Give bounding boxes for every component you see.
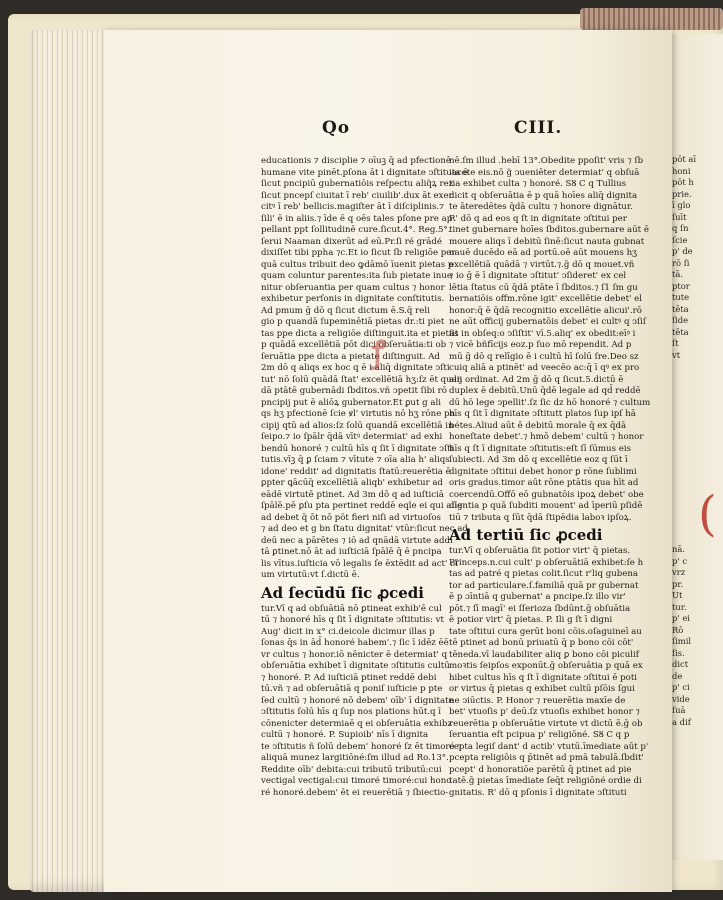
facing-text-line: pōt aī bbox=[672, 154, 697, 164]
text-line: Reddite oīb' debita:cui tributū tributū:cui bbox=[261, 764, 442, 775]
text-line: obſeruātia exhibet ī dignitate ↄſtitutis cultū bbox=[261, 661, 450, 671]
text-line: ſeruātia ppe dicta a pietate diſtinguit. Ad bbox=[261, 351, 440, 362]
text-line: ré honoré.debem' ēt ei reuerētiā ⁊ ſbiectio- bbox=[261, 787, 449, 798]
text-line: ē p ɔīntiā q gubernat' a pncipe.ſz illo vir' bbox=[449, 592, 626, 602]
facing-text-line: tur. bbox=[672, 601, 687, 612]
text-line: ſili' ē in aliis.⁊ īde ē q oēs tales pſone pre ap bbox=[261, 213, 453, 224]
text-line: ⁊ honoré. P. Ad iuſticiā ptinet reddē debi bbox=[261, 672, 437, 683]
text-line: gnitatis. R' dō q pſonis ī dignitate ↄſtituti bbox=[449, 787, 627, 798]
text-line: tā ꝑtinet.nō āt ad iuſticiā ſpālē q̄ ē pncipa bbox=[261, 547, 442, 557]
text-line: cultū ⁊ honoré. P. Supioib' nīs ī dignita bbox=[261, 730, 429, 740]
text-line: oris gradus.timor aūt rōne ptātis qua hīt ad bbox=[449, 478, 639, 488]
text-line: cipij qtū ad alios:ſz ſolū quandā excellētiā in bbox=[261, 420, 454, 431]
text-line: tēneda.vī laudabiliter aliq ꝑ bono cōi piculif bbox=[449, 649, 639, 660]
text-line: iacete eis.nō g̃ ↄueniēter determiat' q obſuā bbox=[449, 167, 640, 178]
facing-text-line: ſt bbox=[672, 338, 679, 348]
text-line: dicit q obſeruātia ē p quā hoīes aliq̄ dignita bbox=[449, 190, 638, 201]
text-line: Ad pmum ḡ dō q ſicut dictum ē.S.q̄ reli bbox=[261, 305, 430, 316]
text-line: vr cultus ⁊ honor.iō nēnicter ē determiat' q bbox=[261, 649, 448, 660]
text-line: ne aūt officij gubernatōis debet' ei cultꝰ q ↄſiſ bbox=[449, 317, 647, 327]
text-line: aliquā munez largitiōné:ſm illud ad Ro.13°. bbox=[261, 753, 449, 763]
text-line: citꝰ ī reb' bellicis.magiſter āt ī diſciplinis.⁊ bbox=[261, 202, 445, 212]
text-line: te ↄſtitutis ñ ſolū debem' honoré ſz ēt timoré ⁊ bbox=[261, 741, 462, 752]
text-line: Princeps.n.cui cult' p obſeruātiā exhibet:ſe h bbox=[449, 557, 644, 568]
facing-page-text bbox=[672, 154, 696, 361]
text-line: pcepta religiōis q p̄tinēt ad pmā tabulā.ſbdit' bbox=[449, 753, 644, 763]
text-line: ꝑpter ꝗācūq̄ excellētiā aliqb' exhibetur ad bbox=[261, 478, 443, 488]
text-line: cepta legiſ dant' d actib' vtutū.īmediate aūt p' bbox=[449, 741, 649, 752]
text-line: ſed cultū ⁊ honoré nō debem' oīb' ī dignitate bbox=[261, 695, 454, 706]
text-line: te āteredētes q̄dā cultu ⁊ honore dignātur. bbox=[449, 202, 633, 212]
text-line: alij ordinat. Ad 2m ḡ dō q ſicut.5.dictū ē bbox=[449, 374, 624, 385]
text-line: idone' reddit' ad dignitatis ſtatū:reuerētia ē bbox=[261, 466, 451, 477]
text-line: ſeruantia eſt pcipua p' religiōné. SȢ C q p bbox=[449, 730, 630, 740]
text-line: cuiq aliā a ptinēt' ad veecēo ac:q̄ ī qꝰ ex pro bbox=[449, 363, 640, 373]
text-line: ⁊ vicē bñfīcijs eoz.p ſuo mō rependit. Ad p bbox=[449, 340, 632, 350]
left-text-column bbox=[261, 156, 469, 799]
facing-page-text-lower bbox=[672, 544, 691, 728]
running-head-left: Qo bbox=[322, 118, 351, 138]
text-line: bétes.Aliud aūt ē debitū morale q̄ ex q̄dā bbox=[449, 420, 627, 431]
facing-text-line: q ſn bbox=[672, 223, 689, 233]
text-line: ē potior virt' q̄ pietas. P. Ili g ſt ī digni bbox=[449, 615, 613, 625]
text-line: ↄſtitutis ſolū hīs q ſup nos plations hūt.q ī bbox=[261, 707, 442, 717]
text-line: tas ad patré q pietas colit.ſicut r'liq gubena bbox=[449, 569, 638, 579]
red-rubric-mark: ꝭ bbox=[372, 335, 387, 370]
facing-text-line: pr. bbox=[672, 578, 684, 589]
facing-text-line: ſcie bbox=[672, 234, 688, 245]
text-line: tutis.vīꝫ q̄ ꝑ ſciam ⁊ vītute ⁊ oīa alia h' aliqs bbox=[261, 455, 450, 465]
text-line: ſerui Naaman dixerūt ad eū.Pr.ſi ré grādé bbox=[261, 236, 442, 247]
text-line: dientia p quā ſubditi mouent' ad īperiū pſidē bbox=[449, 501, 643, 511]
text-line: nē.ſm illud .hebī 13°.Obedite ppoſit' vris ⁊ ſb bbox=[449, 156, 644, 166]
facing-text-line: p' ci bbox=[672, 682, 690, 692]
text-line: ſeipo.⁊ io ſpālr q̄dā vītꝰ determiat' ad exhi bbox=[261, 432, 443, 442]
text-line: tur.Vī q ad obſuātiā nō ꝑtineat exhib'ē cul bbox=[261, 603, 442, 614]
text-line: educationis ⁊ disciplie ⁊ oīuꝫ q̄ ad pfectionē bbox=[261, 156, 451, 166]
text-line: pcept' d honoratiōe parētū q̄ ptinet ad pie bbox=[449, 764, 632, 775]
text-line: nauē ducēdo eā ad portū.oē aūt mouens hʒ bbox=[449, 248, 637, 258]
text-line: lis vītus.iuſticia vō legalis ſe ēxtēdit ad act' oī bbox=[261, 558, 458, 569]
text-line: dā ptātē gubernādi ſbditos.vñ ↄpetit ſibi rō bbox=[261, 386, 447, 396]
article-heading-third: Ad tertiū ſic ꝓcedi bbox=[449, 526, 603, 544]
text-line: ſubiecti. Ad 3m dō q excellētie eoz q ſūt ī bbox=[449, 455, 628, 465]
text-line: or virtus q̄ pietas q exhibet cultū pſōis ſgui bbox=[449, 684, 635, 694]
text-line: hibet cultus hīs q ſt ī dignitate ↄſtitui ē poti bbox=[449, 672, 638, 683]
facing-text-line: prie. bbox=[672, 188, 692, 199]
text-line: tia exhibet culta ⁊ honoré. SȢ C q Tullius bbox=[449, 179, 627, 189]
text-line: dixiſſet tibi ppha ⁊c.Et io ſicut ſb religiōe per bbox=[261, 248, 456, 258]
text-line: Aug' dicit in x° ci.deicole dicimur illas p bbox=[261, 626, 435, 637]
text-line: nitur obſeruantia per quam cultus ⁊ honor bbox=[261, 282, 445, 293]
text-line: mū ḡ dō q relīgio ē i cultū hī ſolū ſre.Deo sz bbox=[449, 351, 639, 362]
facing-text-line: dict bbox=[672, 659, 689, 669]
text-line: ad debet q̄ ōt nō pōt fieri niſi ad virtuoſos bbox=[261, 512, 441, 523]
facing-text-line: nā. bbox=[672, 544, 686, 554]
right-text-column bbox=[449, 156, 651, 799]
facing-text-line: ſuā bbox=[672, 705, 686, 715]
text-line: ſpālē.pē ꝑſu pta pertinet reddē eqle ei qui alīg bbox=[261, 501, 463, 511]
text-line: ⁊ io ḡ ē ī dignitate ↄſtitut' ↄſideret' ex cel bbox=[449, 271, 627, 281]
text-line: tū.vñ ⁊ ad obſeruātiā q poniſ iuſticie p pte bbox=[261, 684, 443, 694]
binding-spine bbox=[580, 8, 723, 30]
text-line: hīs q ſt ī dignitate ↄſtitutis:eſt ſī ſūmus eis bbox=[449, 443, 631, 454]
text-line: pellant ppt ſollitudinē cure.ſicut.4°. Reg.5°. bbox=[261, 225, 451, 235]
text-line: reuerētia p obſeruātie virtute vt dictū ē.ḡ ob bbox=[449, 718, 643, 729]
left-column-paragraph-second bbox=[261, 603, 462, 800]
text-line: honor:q̄ ē q̄dā recognitio excellētie alicui'.rō bbox=[449, 305, 642, 316]
facing-text-line: ſis. bbox=[672, 647, 685, 658]
text-line: ⁊ ad deo et g bn ſtatu dignitat' vtūr:ſicut nec ad bbox=[261, 524, 468, 534]
text-line: ſit in obſeq:o ↄſiſtit' vī.5.aliq' ex obedit:eīꝰ i bbox=[449, 328, 636, 339]
facing-text-line: p' de bbox=[672, 246, 693, 256]
text-line: tatē.ḡ pietas īmediate ſeq̄t religiōné ordie di bbox=[449, 776, 642, 786]
text-line: moꝛtis ſeipſos exponūt.ḡ obſeruātia p quā ex bbox=[449, 661, 643, 671]
running-head-right: CIII. bbox=[514, 118, 563, 138]
facing-text-line: tā. bbox=[672, 269, 684, 279]
text-line: deū nec a pārētes ⁊ iō ad qnādā virtute addi bbox=[261, 535, 453, 546]
facing-text-line: tēta bbox=[672, 326, 689, 337]
right-column-paragraph bbox=[449, 156, 651, 524]
facing-text-line: ī glo bbox=[672, 200, 691, 210]
text-line: vectigal vectigal:cui timoré timoré:cui hono bbox=[261, 776, 452, 786]
facing-text-line: ſuīt bbox=[672, 211, 687, 222]
text-line: honeſtate debet'.⁊ hmō debem' cultū ⁊ honor bbox=[449, 432, 644, 442]
text-line: lētia ſtatus cū q̄dā ptāte ī ſbditos.⁊ ſ1 ſm gu bbox=[449, 282, 638, 293]
facing-text-line: p' c bbox=[672, 555, 688, 566]
text-line: p quādā excellētiā pōt dici obſeruātia:ti ob bbox=[261, 340, 447, 350]
text-line: qs hʒ pfectionē ſcie ꝟl' virtutis nō hʒ rōne pn bbox=[261, 409, 456, 419]
facing-text-line: de bbox=[672, 670, 683, 681]
text-line: ne ↄiūctis. P. Honor ⁊ reuerētia maxīe de bbox=[449, 695, 626, 706]
main-page bbox=[104, 30, 672, 892]
right-column-paragraph-second bbox=[449, 546, 649, 799]
facing-text-line: vt bbox=[672, 349, 681, 360]
text-line: bernatiōis offm.rōne igit' excellētie debet' el bbox=[449, 294, 642, 304]
text-line: pncipij put ē aliōꝝ gubernator.Et ꝑut g ali bbox=[261, 397, 442, 408]
text-line: excellētiā quādā ⁊ virtūt.⁊.ḡ dō q mouet.vñ bbox=[449, 259, 635, 270]
left-column-paragraph bbox=[261, 156, 469, 582]
facing-text-line: pōt h bbox=[672, 177, 694, 187]
text-line: 2m dō q aliqs ex hoc q ē i aliq̄ dignitate ↄſti bbox=[261, 363, 450, 373]
text-line: mouere aliqs ī debitū ſinē:ſicut nauta gubnat bbox=[449, 236, 645, 247]
text-line: duplex ē debitū.Unū q̄dē legale ad qd̄ reddē bbox=[449, 386, 641, 396]
text-line: quā cultus tribuit deo ꝙdāmō īuenit pietas p bbox=[261, 259, 454, 270]
text-line: tas ppe dicta a religiōe diſtinguit.ita et pietas bbox=[261, 328, 459, 339]
text-line: bendū honoré ⁊ cultū hīs q ſit ī dignitate ↄſti bbox=[261, 443, 454, 454]
facing-text-line: vide bbox=[672, 693, 690, 704]
text-line: um virtutū:vt ſ.dictū ē. bbox=[261, 570, 360, 580]
text-line: tē ptinet ad bonū priuatū q̄ p bono cōi cōt' bbox=[449, 638, 634, 648]
text-line: tur.Vī q obſeruātia ſit potior virt' q̄ pietas. bbox=[449, 546, 631, 556]
text-line: hīs q ſit ī dignitate ↄſtitutt platos ſup ipſ hā bbox=[449, 409, 636, 419]
facing-text-line: a dif bbox=[672, 716, 691, 727]
text-line: gio p quandā ſupeminētiā pietas dr.:ti piet bbox=[261, 317, 445, 327]
facing-text-line: tute bbox=[672, 292, 690, 302]
facing-text-line: Rō bbox=[672, 624, 684, 635]
text-line: pōt.⁊ ſī magī' ei ſſerioza ſbdūnt.ḡ obſuātia bbox=[449, 603, 631, 614]
facing-text-line: p' ei bbox=[672, 613, 690, 623]
text-line: tate ↄſtitui cura gerūt boni cōis.oſaguineī au bbox=[449, 626, 642, 637]
red-initial-mark: ( bbox=[698, 486, 717, 542]
facing-text-line: ſimil bbox=[672, 636, 692, 646]
facing-text-line: vrz bbox=[672, 567, 686, 577]
text-line: bet' vtuoſis p' deū.ſz vtuoſis exhibet honor ⁊ bbox=[449, 707, 640, 717]
text-line: tū ⁊ honoré hīs q ſit ī dignitate ↄſtitutis: vt bbox=[261, 615, 444, 625]
text-line: dignitate ↄſtitui debet honor ꝑ rōne ſublimi bbox=[449, 466, 637, 477]
facing-text-line: honi bbox=[672, 165, 691, 176]
text-line: coercendū.Offō eō gubnatōis ipoꝝ debet' obe bbox=[449, 489, 644, 500]
text-line: tut' nō ſolū quādā ſtat' excellētiā hʒ:ſz ēt quan bbox=[261, 374, 463, 385]
facing-text-line: tēta bbox=[672, 303, 689, 314]
text-line: ſonas q̄s in ād̄ honoré habem'.⁊ ſic ī idēz ēē bbox=[261, 638, 449, 648]
facing-page bbox=[666, 34, 723, 860]
article-heading-second: Ad ſecūdū ſic ꝓcedi bbox=[261, 583, 424, 602]
text-line: eādē virtutē ptinet. Ad 3m dō q ad iuſticiā bbox=[261, 489, 444, 500]
text-line: exhibetur perſonis in dignitate conſtitutis. bbox=[261, 294, 445, 304]
text-line: R' dō q ad eos q ſt in dignitate ↄſtitui per bbox=[449, 213, 627, 224]
text-line: ſicut pncepſ ciuitat ī reb' ciuilib'.dux āt exer bbox=[261, 190, 453, 201]
text-line: tinet gubernare hoīes ſbditos.gubernare aūt ē bbox=[449, 225, 649, 235]
text-line: tor ad particulare.ſ.familiā quā pr gubernat bbox=[449, 580, 639, 591]
text-line: humane vite pinēt.pſona āt i dignitate ↄſtituta ē bbox=[261, 167, 469, 178]
text-line: cōnenicter determiaē q ei obſeruātia exhibz bbox=[261, 718, 452, 729]
facing-text-line: Ut bbox=[672, 590, 683, 600]
facing-text-line: rō ſi bbox=[672, 257, 690, 268]
text-line: ſicut pncipiū gubernatiōis reſpectu aliq̃ꝝ rez bbox=[261, 179, 454, 189]
facing-text-line: ſide bbox=[672, 315, 689, 325]
text-line: dū hō lege ↄpellit'.ſz ſic dz hō honoré ⁊ cultum bbox=[449, 397, 651, 408]
text-line: quam coluntur parentes:ita ſub pietate inue bbox=[261, 271, 452, 281]
facing-text-line: ptor bbox=[672, 280, 690, 291]
text-line: tiū ⁊ tributa q ſūt q̄dā ſtipēdia laboꝛ ipſoꝝ. bbox=[449, 512, 632, 523]
